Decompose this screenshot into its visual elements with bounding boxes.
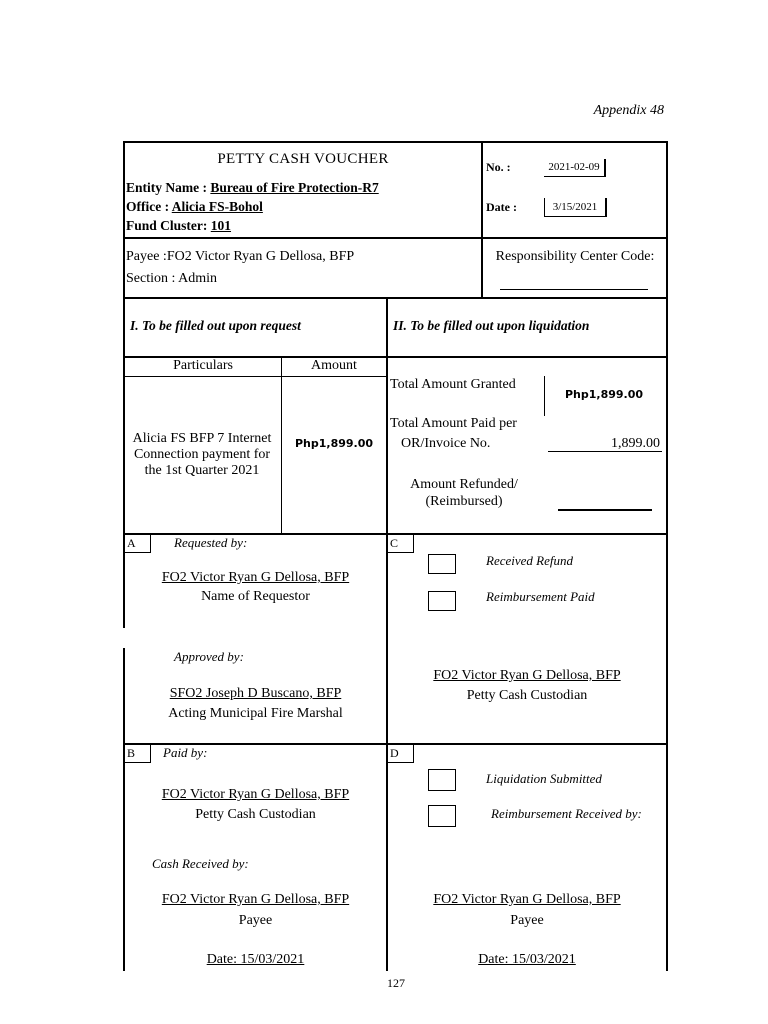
date-value: 3/15/2021	[544, 198, 607, 217]
payer-name: FO2 Victor Ryan G Dellosa, BFP	[161, 787, 350, 802]
liquidation-submitted-checkbox[interactable]	[428, 769, 456, 791]
office-label: Office :	[126, 199, 170, 214]
payer-caption: Petty Cash Custodian	[195, 807, 316, 822]
fund-cluster-label: Fund Cluster:	[126, 218, 208, 233]
section-line: Section : Admin	[126, 271, 217, 286]
received-refund-label: Received Refund	[486, 553, 573, 568]
approver-name: SFO2 Joseph D Buscano, BFP	[169, 686, 342, 701]
payee-line: Payee :FO2 Victor Ryan G Dellosa, BFP	[126, 249, 355, 264]
form-border-right	[666, 141, 668, 971]
custodian-caption: Petty Cash Custodian	[466, 688, 588, 703]
cash-payee-caption: Payee	[238, 913, 273, 928]
office-value: Alicia FS-Bohol	[171, 199, 263, 214]
middle-divider	[386, 297, 388, 971]
liquidation-submitted-label: Liquidation Submitted	[486, 771, 602, 786]
cash-received-by-label: Cash Received by:	[152, 856, 249, 871]
block-b-tag: B	[125, 745, 151, 763]
total-granted-label: Total Amount Granted	[390, 377, 516, 392]
refund-underline	[558, 509, 652, 511]
liquidation-payee-caption: Payee	[510, 913, 544, 928]
fund-cluster-value: 101	[210, 218, 232, 233]
custodian-name: FO2 Victor Ryan G Dellosa, BFP	[433, 668, 621, 683]
liquidation-payee-name: FO2 Victor Ryan G Dellosa, BFP	[433, 892, 621, 907]
block-d-tag: D	[388, 745, 414, 763]
entity-name-label: Entity Name :	[126, 180, 207, 195]
form-border-left-upper	[123, 141, 125, 628]
paid-by-label: Paid by:	[163, 745, 208, 760]
refund-label-2: (Reimbursed)	[425, 494, 503, 509]
part-two-title: II. To be filled out upon liquidation	[393, 318, 590, 333]
header-divider	[481, 141, 483, 298]
refund-label-1: Amount Refunded/	[410, 477, 518, 492]
total-granted-value: Php1,899.00	[564, 388, 644, 401]
payee-bottom-line	[123, 297, 668, 299]
particulars-text: Alicia FS BFP 7 Internet Connection payment for the 1st Quarter 2021	[132, 431, 272, 478]
responsibility-center-label: Responsibility Center Code:	[495, 249, 655, 264]
reimbursement-paid-label: Reimbursement Paid	[486, 589, 595, 604]
table-header-line	[123, 376, 387, 377]
fund-cluster-row	[126, 218, 231, 234]
form-title: PETTY CASH VOUCHER	[217, 151, 389, 167]
block-d-date: Date: 15/03/2021	[478, 952, 576, 967]
part-one-title: I. To be filled out upon request	[130, 318, 301, 333]
page-number: 127	[387, 976, 405, 990]
granted-box-left	[544, 376, 545, 416]
total-paid-label-1: Total Amount Paid per	[390, 416, 517, 431]
total-paid-label-2: OR/Invoice No.	[401, 436, 491, 451]
approver-caption: Acting Municipal Fire Marshal	[168, 706, 343, 721]
requestor-caption: Name of Requestor	[201, 589, 310, 604]
reimbursement-paid-checkbox[interactable]	[428, 591, 456, 611]
requestor-name: FO2 Victor Ryan G Dellosa, BFP	[161, 570, 350, 585]
block-b-date: Date: 15/03/2021	[206, 952, 305, 967]
voucher-no-label: No. :	[486, 160, 511, 174]
particulars-header: Particulars	[173, 358, 233, 373]
block-c-tag: C	[388, 535, 414, 553]
block-a-tag: A	[125, 535, 151, 553]
voucher-no-value: 2021-02-09	[544, 159, 606, 177]
entity-name-value: Bureau of Fire Protection-R7	[210, 180, 379, 195]
date-label: Date :	[486, 200, 517, 214]
cash-payee-name: FO2 Victor Ryan G Dellosa, BFP	[161, 892, 350, 907]
received-refund-checkbox[interactable]	[428, 554, 456, 574]
header-bottom-line	[123, 237, 668, 239]
reimbursement-received-label: Reimbursement Received by:	[491, 806, 642, 821]
office-row	[126, 199, 263, 215]
total-paid-value: 1,899.00	[611, 436, 660, 451]
responsibility-center-line	[500, 289, 648, 290]
reimbursement-received-checkbox[interactable]	[428, 805, 456, 827]
appendix-label: Appendix 48	[593, 103, 664, 118]
total-paid-underline	[548, 451, 662, 452]
amount-header: Amount	[311, 358, 357, 373]
form-border-top	[123, 141, 668, 143]
amount-value: Php1,899.00	[294, 437, 374, 450]
approved-by-label: Approved by:	[174, 649, 244, 664]
entity-name-row	[126, 180, 379, 196]
requested-by-label: Requested by:	[174, 535, 248, 550]
